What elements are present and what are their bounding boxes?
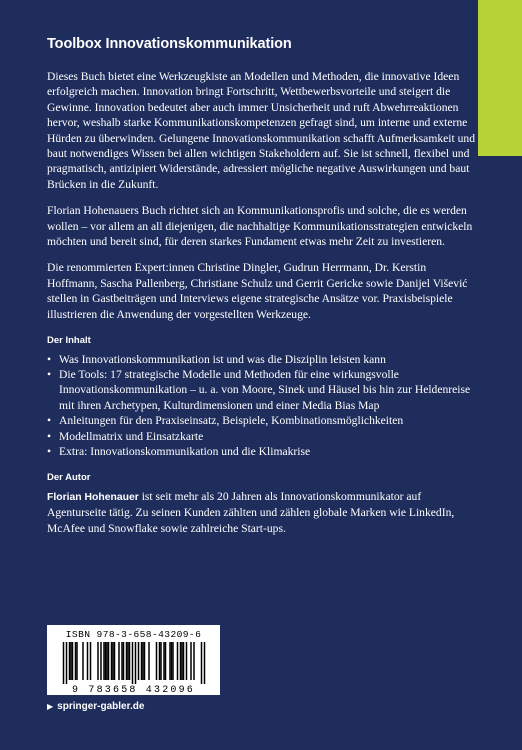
publisher-url-text: springer-gabler.de (57, 701, 145, 712)
barcode-bars (57, 642, 211, 684)
barcode-bar (100, 642, 102, 680)
barcode-bar (103, 642, 105, 680)
barcode-bar (89, 642, 91, 680)
barcode-bar (170, 642, 172, 680)
barcode-bar (71, 642, 73, 680)
barcode-bar (143, 642, 145, 680)
author-bio-text: ist seit mehr als 20 Jahren als Innovationskommunikator auf Agenturseite tätig. Zu seinen Kunden zählten und zählen globale Marken wie LinkedIn, McAfee und Snowflake sowie zahlreiche Start-ups. (47, 489, 455, 535)
barcode-bar (193, 642, 195, 680)
author-name: Florian Hohenauer (47, 491, 139, 503)
barcode-bar (128, 642, 130, 680)
accent-color-bar (478, 0, 522, 156)
contents-heading: Der Inhalt (47, 335, 91, 347)
barcode-bar (134, 642, 136, 684)
barcode-bar (176, 642, 178, 680)
barcode-bar (131, 642, 133, 684)
contents-item: • Modellmatrix und Einsatzkarte (47, 429, 475, 444)
isbn-barcode (47, 625, 220, 695)
barcode-bar (76, 642, 78, 680)
contents-item: • Extra: Innovationskommunikation und die Klimakrise (47, 444, 475, 459)
contents-item: • Was Innovationskommunikation ist und was die Disziplin leisten kann (47, 352, 475, 367)
barcode-bar (172, 642, 174, 680)
barcode-bar (65, 642, 67, 684)
barcode-bar (74, 642, 76, 680)
arrow-right-icon: ▶ (47, 702, 54, 711)
barcode-bar (164, 642, 166, 680)
barcode-bar (112, 642, 114, 680)
barcode-bar (107, 642, 109, 680)
ean-digits: 9 783658 432096 (71, 685, 195, 696)
barcode-bar (86, 642, 88, 680)
isbn-label: ISBN 978-3-658-43209-6 (65, 629, 202, 640)
publisher-link[interactable] (47, 701, 144, 712)
barcode-bar (163, 642, 165, 680)
barcode-bar (142, 642, 144, 680)
contents-item: • Die Tools: 17 strategische Modelle und Methoden für eine wirkungsvolle Innovationskommunikation – u. a. von Moore, Sinek und Häusel bis hin zur Heldenreise mit ihren Archetypen, Kulturdimensionen und einer Media Bias Map (47, 367, 475, 413)
barcode-bar (148, 642, 150, 680)
barcode-bar (200, 642, 202, 684)
barcode-bar (125, 642, 127, 680)
barcode-bar (160, 642, 162, 680)
barcode-bar (68, 642, 70, 680)
barcode-bar (203, 642, 205, 684)
intro-paragraph-1: Dieses Buch bietet eine Werkzeugkiste an Modellen und Methoden, die innovative Ideen erfolgreich machen. Innovation bringt Fortschritt, Wettbewerbsvorteile und steigert die Gewinne. Innovation bedeutet aber auch immer Unsicherheit und ruft Abwehrreaktionen hervor, weshalb starke Kommunikationskompetenzen gefragt sind, um interne und externe Hürden zu überwinden. Gelungene Innovationskommunikation schafft Aufmerksamkeit und baut notwendiges Wissen bei allen wichtigen Stakeholdern auf. Sie ist schnell, flexibel und pragmatisch, antizipiert Widerstände, adressiert mögliche negative Auswirkungen und baut Brücken in die Zukunft. (47, 70, 476, 191)
author-heading: Der Autor (47, 472, 91, 484)
barcode-bar (181, 642, 183, 680)
author-bio (47, 489, 475, 536)
intro-paragraph-2: Florian Hohenauers Buch richtet sich an Kommunikationsprofis und solche, die es werden wollen – vor allem an all diejenigen, die nachhaltige Kommunikationsstrategien entwickeln möchten und bereit sind, für deren starkes Fundament etwas mehr Zeit zu investieren. (47, 204, 473, 249)
barcode-bar (104, 642, 106, 680)
barcode-bar (155, 642, 157, 680)
book-title: Toolbox Innovationskommunikation (47, 36, 292, 52)
barcode-bar (121, 642, 123, 680)
contents-item: • Anleitungen für den Praxiseinsatz, Beispiele, Kombinationsmöglichkeiten (47, 413, 475, 428)
barcode-bar (82, 642, 84, 680)
barcode-bar (106, 642, 108, 680)
barcode-bar (118, 642, 120, 680)
barcode-bar (97, 642, 99, 680)
contents-list (47, 352, 475, 460)
barcode-bar (122, 642, 124, 680)
barcode-bar (169, 642, 171, 680)
barcode-bar (70, 642, 72, 680)
barcode-bar (113, 642, 115, 680)
barcode-bar (140, 642, 142, 680)
barcode-bar (158, 642, 160, 680)
barcode-bar (127, 642, 129, 680)
barcode-bar (190, 642, 192, 680)
barcode-bar (185, 642, 187, 680)
back-cover-text (47, 69, 475, 547)
barcode-bar (179, 642, 181, 680)
barcode-bar (137, 642, 139, 680)
barcode-bar (62, 642, 64, 684)
intro-paragraph-3: Die renommierten Expert:innen Christine Dingler, Gudrun Herrmann, Dr. Kerstin Hoffmann, Sascha Pallenberg, Christiane Schulz und Gerrit Gericke sowie Danijel Višević stellen in Gastbeiträgen und Interviews eigene strategische Ansätze vor. Praxisbeispiele illustrieren die Anwendung der vorgestellten Werkzeuge. (47, 261, 468, 321)
barcode-bar (182, 642, 184, 680)
barcode-bar (110, 642, 112, 680)
